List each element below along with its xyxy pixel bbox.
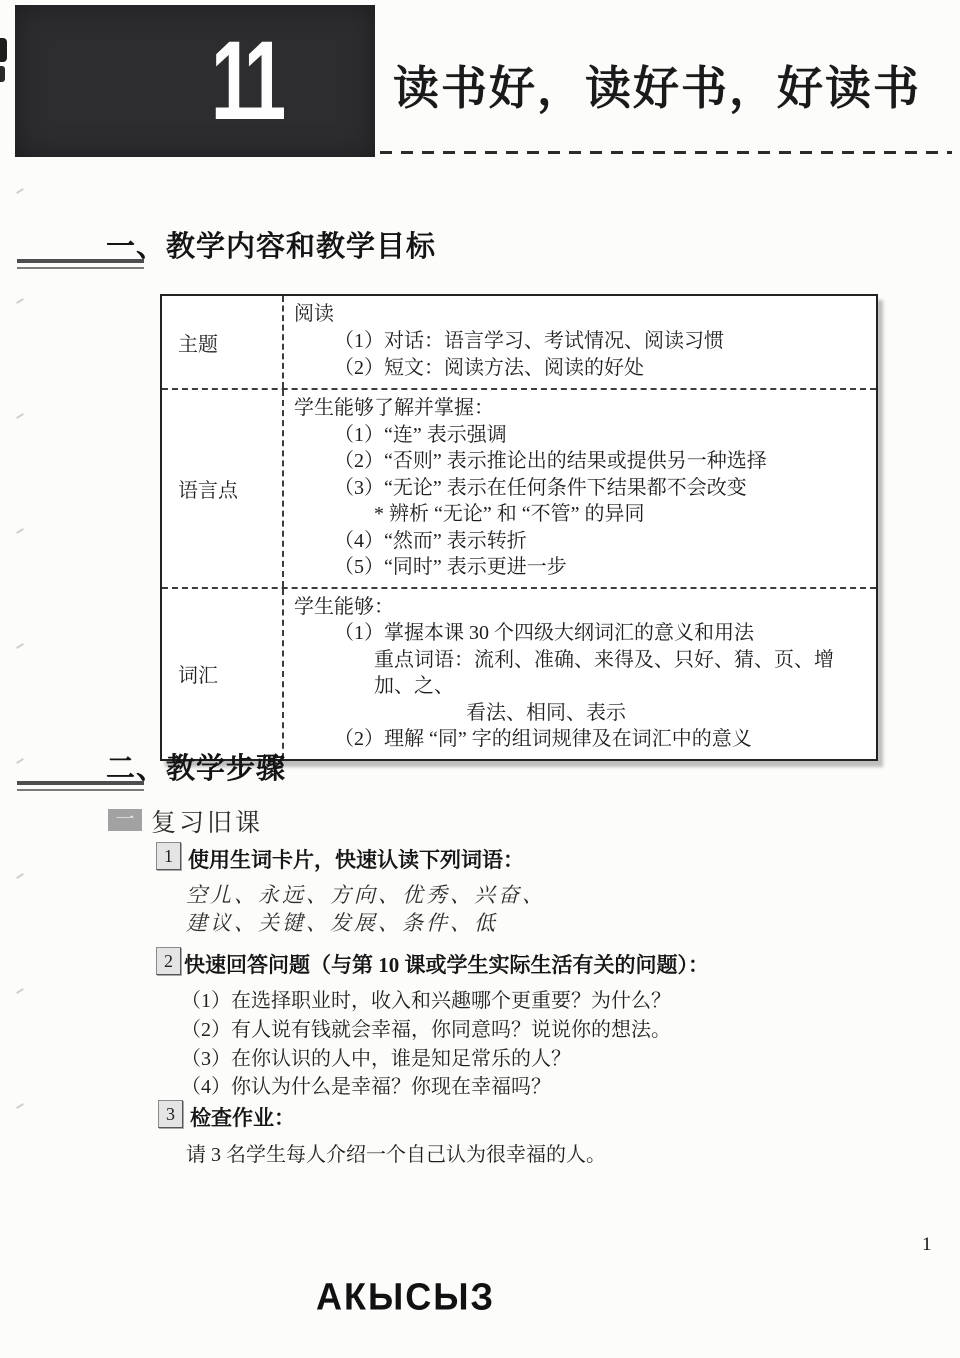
scan-tick — [16, 298, 24, 304]
subsection-title: 复习旧课 — [151, 809, 264, 837]
row-label: 主题 — [162, 296, 284, 388]
content-line: （4）“然而” 表示转折 — [334, 529, 527, 552]
content-line: （1）“连” 表示强调 — [334, 423, 507, 446]
scan-tick — [16, 873, 24, 879]
lesson-banner — [15, 5, 375, 157]
content-line: （2）短文：阅读方法、阅读的好处 — [334, 357, 644, 379]
content-line: （2）“否则” 表示推论出的结果或提供另一种选择 — [334, 450, 767, 472]
page-number: 1 — [922, 1234, 932, 1255]
section1-heading: 一、教学内容和教学目标 — [106, 231, 437, 263]
row-label: 词汇 — [162, 589, 284, 759]
scan-tick — [16, 188, 24, 194]
row-content — [284, 296, 876, 388]
section1-rule — [17, 259, 144, 269]
question-line: （2）有人说有钱就会幸福，你同意吗？说说你的想法。 — [181, 1019, 671, 1041]
scan-smudge — [0, 38, 7, 62]
content-line: （5）“同时” 表示更进一步 — [334, 556, 567, 578]
table-row-vocabulary — [162, 589, 876, 759]
objectives-table — [160, 294, 878, 761]
table-row-language-points — [162, 390, 876, 589]
table-row-theme — [162, 296, 876, 390]
content-line: 学生能够了解并掌握： — [294, 397, 494, 419]
subsection-badge: 一 — [108, 809, 142, 831]
scan-smudge — [0, 66, 5, 82]
step-title: 检查作业： — [190, 1106, 295, 1130]
scan-tick — [16, 413, 24, 419]
content-line: 学生能够： — [294, 595, 394, 618]
content-line: * 辨析 “无论” 和 “不管” 的异同 — [374, 503, 645, 525]
step-number-badge: 2 — [156, 947, 181, 975]
question-line: （1）在选择职业时，收入和兴趣哪个更重要？为什么？ — [181, 990, 671, 1012]
content-line: （2）理解 “同” 字的组词规律及在词汇中的意义 — [334, 728, 752, 750]
scan-tick — [16, 1103, 24, 1109]
row-label: 语言点 — [162, 390, 284, 587]
step-title: 快速回答问题（与第 10 课或学生实际生活有关的问题）： — [184, 953, 709, 977]
row-content — [284, 390, 876, 587]
stamp-text: АКЫСЫЗ — [316, 1274, 496, 1318]
header-dashed-rule — [380, 151, 952, 154]
content-line: 看法、相同、表示 — [466, 701, 626, 724]
scan-tick — [16, 758, 24, 764]
word-list-line: 空儿、永远、方向、优秀、兴奋、 — [186, 883, 546, 907]
section2-rule — [17, 781, 144, 791]
row-content — [284, 589, 876, 759]
content-line: 重点词语：流利、准确、来得及、只好、猜、页、增加、之、 — [374, 648, 834, 697]
content-line: （3）“无论” 表示在任何条件下结果都不会改变 — [334, 476, 747, 499]
question-line: （3）在你认识的人中，谁是知足常乐的人？ — [181, 1048, 571, 1070]
section2-heading: 二、教学步骤 — [106, 753, 287, 785]
content-line: 阅读 — [294, 303, 334, 325]
lesson-title: 读书好，读好书，好读书 — [393, 63, 921, 114]
scan-tick — [16, 988, 24, 994]
scan-tick — [16, 643, 24, 649]
step-number-badge: 1 — [156, 842, 181, 870]
content-line: （1）掌握本课 30 个四级大纲词汇的意义和用法 — [334, 622, 754, 644]
scan-tick — [16, 528, 24, 534]
question-line: （4）你认为什么是幸福？你现在幸福吗？ — [181, 1076, 551, 1098]
content-line: （1）对话：语言学习、考试情况、阅读习惯 — [334, 330, 724, 352]
word-list-line: 建议、关键、发展、条件、低 — [186, 911, 498, 935]
step-body-line: 请 3 名学生每人介绍一个自己认为很幸福的人。 — [186, 1144, 606, 1166]
step-title: 使用生词卡片，快速认读下列词语： — [188, 848, 524, 872]
step-number-badge: 3 — [158, 1100, 183, 1128]
lesson-number: 11 — [211, 18, 281, 143]
